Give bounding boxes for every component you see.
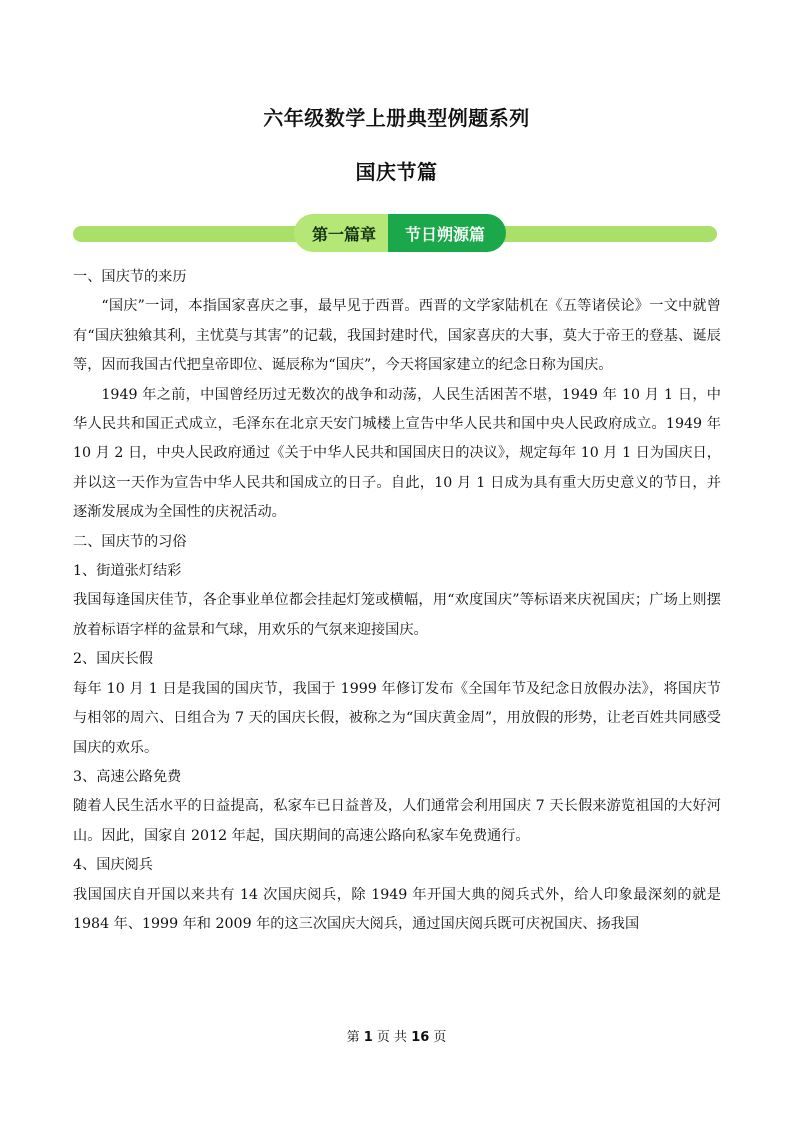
custom-text-1: 我国每逢国庆佳节，各企事业单位都会挂起灯笼或横幅，用“欢度国庆”等标语来庆祝国庆；广场上则摆放着标语字样的盆景和气球，用欢乐的气氛来迎接国庆。 (73, 592, 721, 638)
custom-heading-3: 3、高速公路免费 (73, 768, 182, 785)
footer-prefix: 第 (346, 1030, 360, 1045)
custom-text-2: 每年 10 月 1 日是我国的国庆节，我国于 1999 年修订发布《全国年节及纪念日放假办法》，将国庆节与相邻的周六、日组合为 7 天的国庆长假，被称之为“国庆黄金周”，用放假的形势，让老百姓共同感受国庆的欢乐。 (73, 680, 721, 756)
page-subtitle: 国庆节篇 (355, 160, 438, 184)
custom-heading-1: 1、街道张灯结彩 (73, 563, 182, 580)
section-heading-customs: 二、国庆节的习俗 (73, 533, 187, 550)
footer-middle: 页 共 (376, 1030, 408, 1045)
chapter-banner (294, 214, 506, 252)
section-heading-history: 一、国庆节的来历 (73, 269, 187, 285)
chapter-label: 第一篇章 (294, 214, 388, 252)
footer-total-pages: 16 (411, 1030, 430, 1045)
custom-heading-2: 2、国庆长假 (73, 651, 153, 668)
footer-suffix: 页 (433, 1030, 447, 1045)
document-body (73, 263, 721, 939)
custom-text-4: 我国国庆自开国以来共有 14 次国庆阅兵，除 1949 年开国大典的阅兵式外，给人印象最深刻的就是 1984 年、1999 年和 2009 年的这三次国庆大阅兵，通过国庆阅兵既可庆祝国庆、扬我国 (73, 886, 721, 932)
custom-text-3: 随着人民生活水平的日益提高，私家车已日益普及，人们通常会利用国庆 7 天长假来游览祖国的大好河山。因此，国家自 2012 年起，国庆期间的高速公路向私家车免费通行。 (73, 798, 721, 844)
history-paragraph-1: “国庆”一词，本指国家喜庆之事，最早见于西晋。西晋的文学家陆机在《五等诸侯论》一文中就曾有“国庆独飨其利，主忧莫与其害”的记载，我国封建时代，国家喜庆的大事，莫大于帝王的登基、诞辰等，因而我国古代把皇帝即位、诞辰称为“国庆”，今天将国家建立的纪念日称为国庆。 (73, 298, 721, 374)
custom-heading-4: 4、国庆阅兵 (73, 857, 153, 874)
page-title: 六年级数学上册典型例题系列 (263, 106, 530, 130)
footer-page-number: 1 (363, 1030, 373, 1045)
history-paragraph-2: 1949 年之前，中国曾经历过无数次的战争和动荡，人民生活困苦不堪，1949 年 10 月 1 日，中华人民共和国正式成立，毛泽东在北京天安门城楼上宣告中华人民共和国中央人民政府成立。1949 年 10 月 2 日，中央人民政府通过《关于中华人民共和国国庆日的决议》，规定每年 10 月 1 日为国庆日，并以这一天作为宣告中华人民共和国成立的日子。自此，10 月 1 日成为具有重大历史意义的节日，并逐渐发展成为全国性的庆祝活动。 (73, 386, 721, 521)
page-footer (0, 1028, 793, 1048)
chapter-name: 节日朔源篇 (388, 214, 506, 252)
